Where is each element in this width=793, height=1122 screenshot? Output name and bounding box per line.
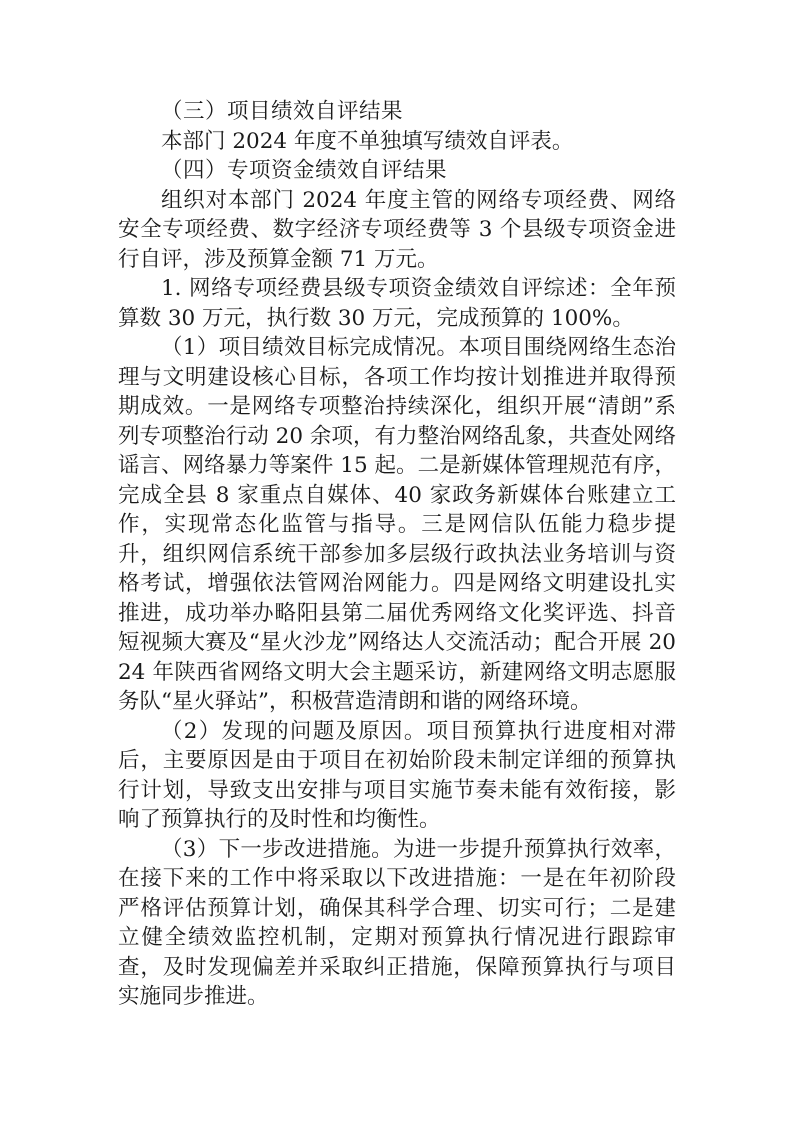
paragraph-special-funds-overview: 组织对本部门 2024 年度主管的网络专项经费、网络安全专项经费、数字经济专项经费等 3 个县级专项资金进行自评，涉及预算金额 71 万元。: [118, 187, 676, 272]
paragraph-goal-completion: （1）项目绩效目标完成情况。本项目围绕网络生态治理与文明建设核心目标，各项工作均按计划推进并取得预期成效。一是网络专项整治持续深化，组织开展“清朗”系列专项整治行动 20 余项，有力整治网络乱象，共查处网络谣言、网络暴力等案件 15 起。二是新媒体管理规范有序，完成全县 8 家重点自媒体、40 家政务新媒体台账建立工作，实现常态化监管与指导。三是网信队伍能力稳步提升，组织网信系统干部参加多层级行政执法业务培训与资格考试，增强依法管网治网能力。四是网络文明建设扎实推进，成功举办略阳县第二届优秀网络文化奖评选、抖音短视频大赛及“星火沙龙”网络达人交流活动；配合开展 2024 年陕西省网络文明大会主题采访，新建网络文明志愿服务队“星火驿站”，积极营造清朗和谐的网络环境。: [118, 335, 676, 714]
document-body: [118, 97, 676, 1012]
paragraph-problems-and-causes: （2）发现的问题及原因。项目预算执行进度相对滞后，主要原因是由于项目在初始阶段未制定详细的预算执行计划，导致支出安排与项目实施节奏未能有效衔接，影响了预算执行的及时性和均衡性。: [118, 718, 676, 832]
paragraph-no-separate-self-eval-form: 本部门 2024 年度不单独填写绩效自评表。: [161, 128, 574, 154]
paragraph-network-fund-summary: 1. 网络专项经费县级专项资金绩效自评综述：全年预算数 30 万元，执行数 30 万元，完成预算的 100%。: [118, 276, 676, 331]
section-heading-special-funds-self-eval: （四）专项资金绩效自评结果: [161, 158, 448, 183]
section-heading-project-performance-self-eval: （三）项目绩效自评结果: [161, 99, 404, 124]
paragraph-improvement-measures: （3）下一步改进措施。为进一步提升预算执行效率，在接下来的工作中将采取以下改进措施：一是在年初阶段严格评估预算计划，确保其科学合理、切实可行；二是建立健全绩效监控机制，定期对预算执行情况进行跟踪审查，及时发现偏差并采取纠正措施，保障预算执行与项目实施同步推进。: [118, 836, 676, 1009]
